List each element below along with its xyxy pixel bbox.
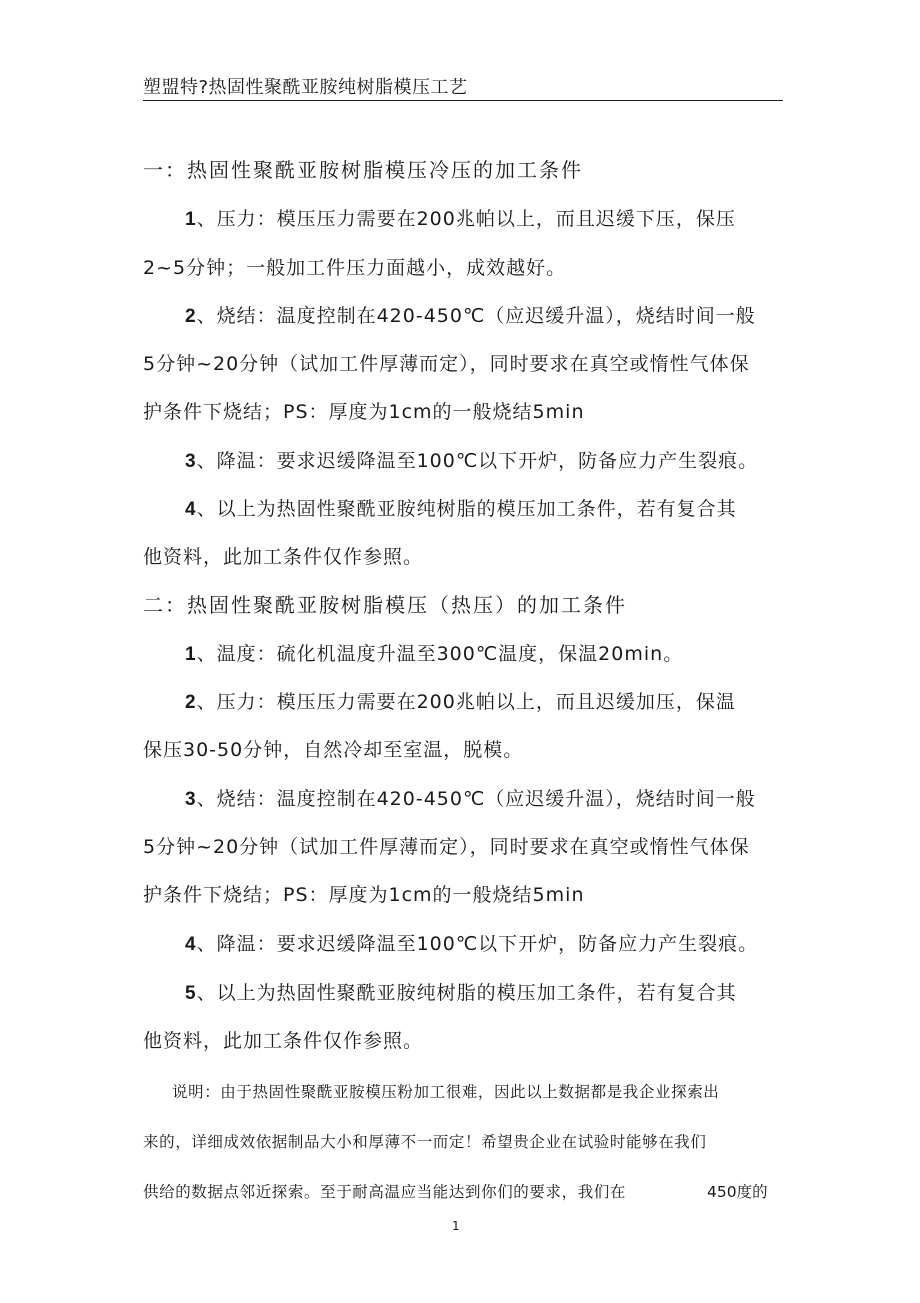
item-text: 、烧结：温度控制在420-450℃（应迟缓升温），烧结时间一般 [196, 788, 756, 810]
section-1-item-1-line-2: 2~5分钟；一般加工件压力面越小，成效越好。 [143, 257, 567, 279]
item-number: 2 [185, 306, 197, 327]
section-1-item-2-line-2: 5分钟~20分钟（试加工件厚薄而定），同时要求在真空或惰性气体保 [143, 353, 750, 375]
item-number: 2 [185, 692, 197, 713]
header-title: 塑盟特?热固性聚酰亚胺纯树脂模压工艺 [143, 77, 468, 98]
item-text: 、降温：要求迟缓降温至100℃以下开炉，防备应力产生裂痕。 [196, 933, 759, 955]
section-2-item-3-line-3: 护条件下烧结；PS：厚度为1cm的一般烧结5min [143, 884, 585, 906]
item-number: 4 [185, 499, 197, 520]
section-2-item-2-line-1 [185, 690, 736, 715]
document-header [143, 78, 783, 101]
note-line-3: 供给的数据点邻近探索。至于耐高温应当能达到你们的要求，我们在 [143, 1183, 627, 1201]
note-line-2: 来的，详细成效依据制品大小和厚薄不一而定！希望贵企业在试验时能够在我们 [143, 1133, 707, 1151]
section-2-title: 二：热固性聚酰亚胺树脂模压（热压）的加工条件 [143, 593, 627, 617]
section-1-item-2-line-3: 护条件下烧结；PS：厚度为1cm的一般烧结5min [143, 401, 585, 423]
section-1-title: 一：热固性聚酰亚胺树脂模压冷压的加工条件 [143, 158, 583, 182]
section-1-item-4-line-2: 他资料，此加工条件仅作参照。 [143, 546, 424, 568]
item-text: 、温度：硫化机温度升温至300℃温度，保温20min。 [196, 643, 684, 665]
item-text: 、降温：要求迟缓降温至100℃以下开炉，防备应力产生裂痕。 [196, 450, 759, 472]
section-1-item-4-line-1 [185, 497, 737, 522]
item-text: 、以上为热固性聚酰亚胺纯树脂的模压加工条件，若有复合其 [196, 982, 737, 1004]
section-1-item-2-line-1 [185, 304, 756, 329]
item-number: 3 [185, 789, 197, 810]
section-2-item-5-line-2: 他资料，此加工条件仅作参照。 [143, 1030, 424, 1052]
item-text: 、以上为热固性聚酰亚胺纯树脂的模压加工条件，若有复合其 [196, 498, 737, 520]
note-line-1: 说明：由于热固性聚酰亚胺模压粉加工很难，因此以上数据都是我企业探索出 [172, 1083, 720, 1101]
section-2-item-3-line-2: 5分钟~20分钟（试加工件厚薄而定），同时要求在真空或惰性气体保 [143, 836, 750, 858]
item-text: 、烧结：温度控制在420-450℃（应迟缓升温），烧结时间一般 [196, 305, 756, 327]
section-2-item-1-line-1 [185, 642, 683, 667]
item-text: 、压力：模压压力需要在200兆帕以上，而且迟缓下压，保压 [196, 208, 736, 230]
section-2-item-4-line-1 [185, 932, 758, 957]
item-number: 3 [185, 451, 197, 472]
item-number: 1 [185, 209, 197, 230]
item-number: 4 [185, 934, 197, 955]
section-2-item-2-line-2: 保压30-50分钟，自然冷却至室温，脱模。 [143, 739, 524, 761]
item-text: 、压力：模压压力需要在200兆帕以上，而且迟缓加压，保温 [196, 691, 736, 713]
item-number: 1 [185, 644, 197, 665]
section-2-item-3-line-1 [185, 787, 756, 812]
page-number: 1 [452, 1219, 460, 1233]
note-line-3-tail: 450度的 [707, 1183, 768, 1201]
item-number: 5 [185, 983, 197, 1004]
section-1-item-3-line-1 [185, 449, 758, 474]
section-2-item-5-line-1 [185, 981, 737, 1006]
section-1-item-1-line-1 [185, 207, 736, 232]
